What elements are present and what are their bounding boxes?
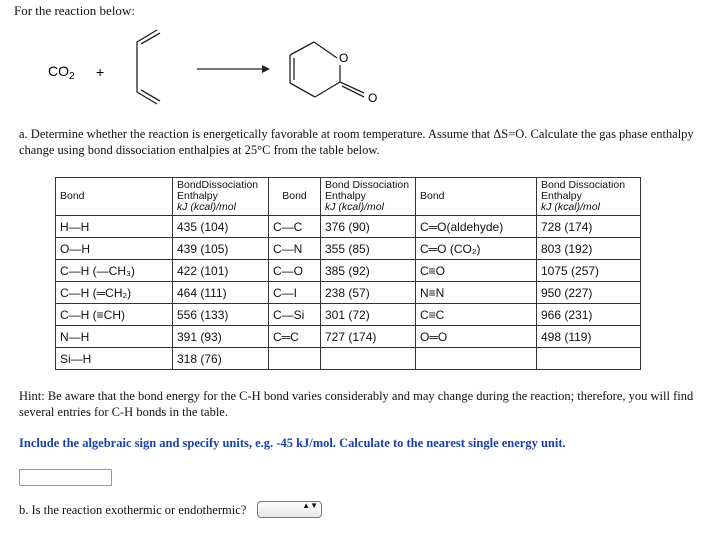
ring-oxygen: O (339, 51, 349, 65)
table-row (56, 348, 641, 370)
table-cell: C—H (≡CH) (56, 304, 173, 326)
table-cell: C≡C (416, 304, 537, 326)
table-cell: 301 (72) (321, 304, 416, 326)
table-cell: Si—H (56, 348, 173, 370)
table-row (56, 304, 641, 326)
hint-text: Hint: Be aware that the bond energy for the C-H bond varies considerably and may change during the reaction; therefore, you will find several entries for C-H bonds in the table. (19, 389, 694, 419)
table-cell: C—O (269, 260, 321, 282)
table-cell: N≡N (416, 282, 537, 304)
table-cell: 1075 (257) (537, 260, 641, 282)
table-cell: 385 (92) (321, 260, 416, 282)
table-cell: 439 (105) (173, 238, 269, 260)
table-row (56, 326, 641, 348)
table-cell: 422 (101) (173, 260, 269, 282)
table-cell: 950 (227) (537, 282, 641, 304)
table-cell (321, 348, 416, 370)
question-a: a. Determine whether the reaction is energetically favorable at room temperature. Assume that ΔS=O. Calculate the gas phase enthalpy change using bond dissociation enthalpies at 25°C from the table below. (19, 127, 694, 157)
table-cell (416, 348, 537, 370)
table-cell: 376 (90) (321, 216, 416, 238)
table-cell: 727 (174) (321, 326, 416, 348)
bond-enthalpy-table (55, 177, 641, 370)
answer-input[interactable] (19, 469, 112, 486)
header-enthalpy-3: Bond Dissociation Enthalpy kJ (kcal)/mol (537, 178, 641, 216)
table-cell: C—H (—CH₃) (56, 260, 173, 282)
table-cell: N—H (56, 326, 173, 348)
table-row (56, 216, 641, 238)
table-cell: 498 (119) (537, 326, 641, 348)
table-cell: 556 (133) (173, 304, 269, 326)
table-row (56, 260, 641, 282)
table-cell: 391 (93) (173, 326, 269, 348)
intro-text: For the reaction below: (14, 3, 135, 18)
table-cell: 318 (76) (173, 348, 269, 370)
table-cell: O—H (56, 238, 173, 260)
butadiene-structure (137, 30, 160, 104)
reactant-co2: $CO_2$ (48, 63, 75, 82)
table-cell: C≡O (416, 260, 537, 282)
reaction-scheme (0, 0, 721, 125)
reaction-arrow (197, 65, 270, 73)
table-cell: 728 (174) (537, 216, 641, 238)
table-cell: 238 (57) (321, 282, 416, 304)
select-arrows-icon: ▲▼ (302, 501, 318, 510)
table-cell: H—H (56, 216, 173, 238)
product-structure (290, 42, 364, 97)
exo-endo-select[interactable] (257, 501, 322, 518)
table-cell (269, 348, 321, 370)
header-enthalpy-1: BondDissociation Enthalpy kJ (kcal)/mol (173, 178, 269, 216)
table-cell: C═O (CO₂) (416, 238, 537, 260)
table-cell: C—N (269, 238, 321, 260)
carbonyl-oxygen: O (368, 91, 378, 105)
table-cell: C—C (269, 216, 321, 238)
table-cell: C—H (═CH₂) (56, 282, 173, 304)
table-cell: 355 (85) (321, 238, 416, 260)
table-cell: O═O (416, 326, 537, 348)
table-cell: C—I (269, 282, 321, 304)
table-cell (537, 348, 641, 370)
plus-sign: + (96, 64, 105, 80)
table-cell: 966 (231) (537, 304, 641, 326)
table-cell: C═O(aldehyde) (416, 216, 537, 238)
header-bond-1: Bond (56, 178, 173, 216)
instruction-text: Include the algebraic sign and specify units, e.g. -45 kJ/mol. Calculate to the nearest single energy unit. (19, 436, 566, 450)
header-bond-2: Bond (269, 178, 321, 216)
table-cell: C—Si (269, 304, 321, 326)
table-cell: 803 (192) (537, 238, 641, 260)
table-header (56, 178, 641, 216)
question-b: b. Is the reaction exothermic or endothermic? (19, 503, 247, 517)
table-cell: 464 (111) (173, 282, 269, 304)
table-row (56, 238, 641, 260)
table-row (56, 282, 641, 304)
table-cell: 435 (104) (173, 216, 269, 238)
header-bond-3: Bond (416, 178, 537, 216)
table-cell: C═C (269, 326, 321, 348)
header-enthalpy-2: Bond Dissociation Enthalpy kJ (kcal)/mol (321, 178, 416, 216)
